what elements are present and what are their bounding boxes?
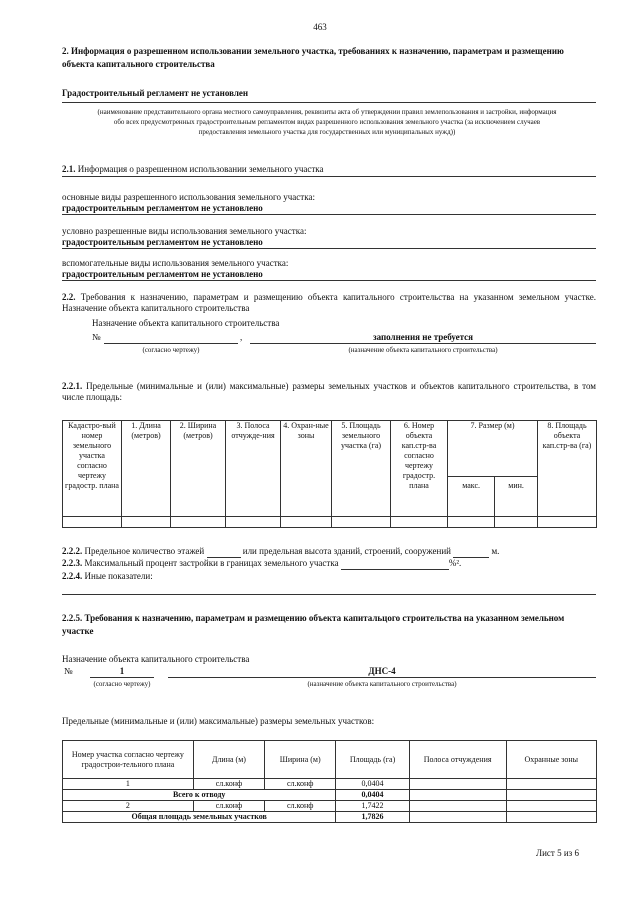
col-header-zones: Охранные зоны [506, 741, 596, 779]
conditional-uses-value: градостроительным регламентом не установлено [62, 237, 263, 247]
col-header-width: 2. Ширина (метров) [171, 421, 226, 517]
col-header-object-number: 6. Номер объекта кап.стр-ва согласно чертежу градостр. плана [391, 421, 448, 517]
section-2-2-3: 2.2.3. Максимальный процент застройки в границах земельного участка %². [62, 558, 462, 568]
cell-strip [409, 779, 506, 790]
s22-caption-right: (назначение объекта капитального строительства) [348, 346, 498, 354]
cell-length: сл.конф [193, 801, 264, 812]
col-header-zones: 4. Охран-ные зоны [281, 421, 332, 517]
sheet-label: Лист 5 из 6 [536, 848, 579, 858]
cell-zones [506, 779, 596, 790]
grand-total-value: 1,7826 [336, 812, 409, 823]
table-row-grand-total [63, 812, 597, 823]
table-cell [63, 517, 122, 528]
plots-table [62, 740, 597, 823]
cell-width: сл.конф [265, 779, 336, 790]
table-cell [409, 790, 506, 801]
table-cell [332, 517, 391, 528]
col-header-plot-number: Номер участка согласно чертежу градострои-тельного плана [63, 741, 194, 779]
auxiliary-uses-value: градостроительным регламентом не установлено [62, 269, 263, 279]
s225-caption-left: (согласно чертежу) [93, 680, 151, 688]
regulation-status: Градостроительный регламент не установлен [62, 88, 249, 98]
col-header-area: Площадь (га) [336, 741, 409, 779]
limits-label: Предельные (минимальные и (или) максимальные) размеры земельных участков: [62, 716, 375, 726]
col-header-size: 7. Размер (м) [448, 421, 538, 477]
dimensions-table [62, 420, 597, 528]
grand-total-label: Общая площадь земельных участков [63, 812, 336, 823]
section-2-2-4: 2.2.4. Иные показатели: [62, 571, 153, 581]
section-2-2-2: 2.2.2. Предельное количество этажей или предельная высота зданий, строений, сооружений м. [62, 546, 500, 556]
s225-purpose-label: Назначение объекта капитального строительства [62, 654, 250, 664]
s22-purpose-label: Назначение объекта капитального строительства [92, 318, 280, 328]
table-row-total [63, 790, 597, 801]
main-uses-value: градостроительным регламентом не установлено [62, 203, 263, 213]
col-header-area: 5. Площадь земельного участка (га) [332, 421, 391, 517]
s225-value: ДНС-4 [368, 666, 396, 676]
page-number: 463 [313, 22, 327, 32]
cell-width: сл.конф [265, 801, 336, 812]
section-2-2-5-title: 2.2.5. Требования к назначению, параметрам и размещению объекта капитальцого строительства на указанном земельном участке [62, 613, 565, 636]
col-header-object-area: 8. Площадь объекта кап.стр-ва (га) [538, 421, 597, 517]
table-cell [409, 812, 506, 823]
table-cell [506, 812, 596, 823]
cell-strip [409, 801, 506, 812]
table-cell [495, 517, 538, 528]
s225-caption-right: (назначение объекта капитального строительства) [307, 680, 457, 688]
cell-area: 0,0404 [336, 779, 409, 790]
section-2-title: 2. Информация о разрешенном использовании земельного участка, требованиях к назначению, параметрам и размещению объекта капитального строительства [62, 46, 564, 69]
col-header-strip: 3. Полоса отчужде-ния [226, 421, 281, 517]
regulation-caption: (наименование представительного органа местного самоуправления, реквизиты акта об утверждении правил землепользования и застройки, информация обо всех предусмотренных градостроительным регламентом видах разрешенного использования земельного участка (за исключением случаев предоставления земельного участка для государственных или муниципальных нужд)) [97, 108, 557, 136]
s22-comma: , [240, 332, 243, 342]
table-cell [171, 517, 226, 528]
cell-area: 1,7422 [336, 801, 409, 812]
col-header-cadastral: Кадастро-вый номер земельного участка согласно чертежу градостр. плана [63, 421, 122, 517]
sub-header-min: мин. [495, 477, 538, 517]
cell-length: сл.конф [193, 779, 264, 790]
table-cell [391, 517, 448, 528]
s22-value: заполнения не требуется [372, 332, 473, 342]
main-uses-label: основные виды разрешенного использования земельного участка: [62, 192, 315, 202]
col-header-strip: Полоса отчуждения [409, 741, 506, 779]
col-header-length: Длина (м) [193, 741, 264, 779]
auxiliary-uses-label: вспомогательные виды использования земельного участка: [62, 258, 289, 268]
table-cell [448, 517, 495, 528]
table-row [63, 779, 597, 790]
section-2-1: 2.1. Информация о разрешенном использовании земельного участка [62, 164, 324, 174]
section-2-2-1: 2.2.1. Предельные (минимальные и (или) максимальные) размеры земельных участков и объектов капитального строительства, в том числе площадь: [62, 381, 596, 402]
col-header-length: 1. Длина (метров) [122, 421, 171, 517]
total-label: Всего к отводу [63, 790, 336, 801]
s22-caption-left: (согласно чертежу) [142, 346, 200, 354]
col-header-width: Ширина (м) [265, 741, 336, 779]
table-cell [506, 790, 596, 801]
s225-number-value: 1 [119, 666, 125, 676]
table-cell [538, 517, 597, 528]
cell-zones [506, 801, 596, 812]
cell-plot-number: 2 [63, 801, 194, 812]
table-cell [226, 517, 281, 528]
table-cell [281, 517, 332, 528]
sub-header-max: макс. [448, 477, 495, 517]
cell-plot-number: 1 [63, 779, 194, 790]
table-row [63, 801, 597, 812]
total-value: 0,0404 [336, 790, 409, 801]
s225-number-sign: № [64, 666, 73, 676]
table-cell [122, 517, 171, 528]
conditional-uses-label: условно разрешенные виды использования земельного участка: [62, 226, 307, 236]
section-2-2: 2.2. Требования к назначению, параметрам и размещению объекта капитального строительства на указанном земельном участке. Назначение объекта капитального строительства [62, 292, 596, 313]
s22-number-sign: № [92, 332, 101, 342]
